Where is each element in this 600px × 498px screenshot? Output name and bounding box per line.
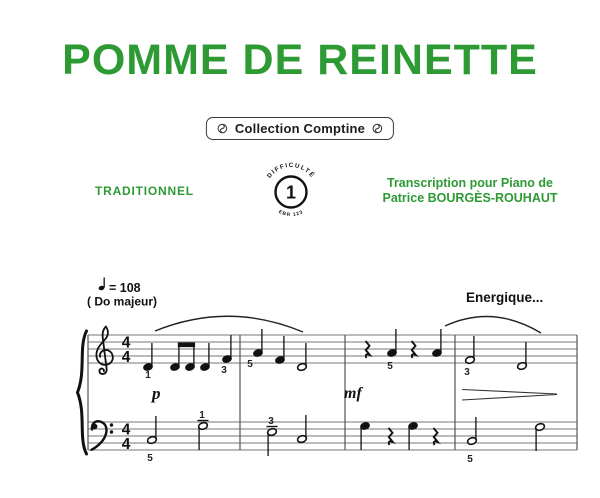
svg-text:4: 4 bbox=[121, 435, 131, 453]
treble-staff bbox=[88, 335, 577, 363]
collection-badge bbox=[206, 117, 394, 140]
decrescendo-hairpin bbox=[462, 390, 557, 401]
note bbox=[387, 329, 398, 357]
svg-text:1: 1 bbox=[199, 410, 205, 421]
note bbox=[143, 343, 154, 371]
transcription-line1: Transcription pour Piano de bbox=[387, 176, 553, 190]
transcription-line2: Patrice BOURGÈS-ROUHAUT bbox=[382, 191, 558, 205]
tempo-value: = 108 bbox=[109, 281, 141, 295]
note bbox=[147, 416, 158, 444]
svg-text:4: 4 bbox=[121, 348, 131, 366]
note bbox=[275, 336, 286, 364]
tempo-marking bbox=[98, 278, 141, 296]
svg-text:5: 5 bbox=[147, 453, 153, 464]
composer-label: TRADITIONNEL bbox=[95, 184, 194, 198]
svg-text:5: 5 bbox=[467, 454, 473, 465]
note bbox=[297, 343, 308, 371]
transcription-credit bbox=[370, 176, 570, 206]
svg-text:1: 1 bbox=[145, 370, 151, 381]
slur bbox=[155, 316, 303, 332]
note bbox=[185, 344, 196, 371]
svg-text:3: 3 bbox=[268, 416, 274, 427]
system-brace bbox=[78, 331, 87, 454]
treble-clef-icon bbox=[96, 327, 112, 375]
note bbox=[535, 423, 546, 451]
collection-badge-label: Collection Comptine bbox=[234, 121, 366, 136]
music-system bbox=[0, 260, 600, 498]
svg-text:3: 3 bbox=[464, 367, 470, 378]
note bbox=[200, 343, 211, 371]
note bbox=[467, 417, 478, 445]
svg-text:5: 5 bbox=[387, 361, 393, 372]
note bbox=[170, 344, 181, 371]
note bbox=[267, 427, 278, 457]
time-signature bbox=[122, 335, 131, 453]
barlines bbox=[88, 335, 577, 450]
note bbox=[198, 421, 209, 451]
difficulty-arc-top: DIFFICULTÉ bbox=[265, 161, 317, 180]
badge-swirl-icon bbox=[372, 123, 383, 134]
note bbox=[432, 329, 443, 357]
note bbox=[253, 329, 264, 357]
dynamic-mf: mf bbox=[344, 385, 362, 402]
svg-text:EBR 123 bbox=[277, 209, 304, 218]
bass-staff bbox=[88, 422, 577, 450]
badge-swirl-icon bbox=[217, 123, 228, 134]
svg-text:4: 4 bbox=[121, 421, 131, 439]
fingering-numbers bbox=[145, 359, 473, 465]
dynamic-p: p bbox=[152, 384, 161, 403]
svg-text:4: 4 bbox=[121, 334, 131, 352]
slur bbox=[445, 317, 541, 333]
svg-text:5: 5 bbox=[247, 359, 253, 370]
key-label: ( Do majeur) bbox=[87, 294, 158, 309]
difficulty-arc-bottom: EBR 123 bbox=[277, 209, 305, 219]
difficulty-medallion bbox=[259, 158, 323, 222]
eighth-beam bbox=[178, 343, 194, 347]
page-title: POMME DE REINETTE bbox=[62, 36, 538, 84]
expression-text: Energique... bbox=[466, 290, 544, 305]
svg-text:3: 3 bbox=[221, 365, 227, 376]
note bbox=[465, 336, 476, 364]
difficulty-level: 1 bbox=[285, 182, 297, 203]
